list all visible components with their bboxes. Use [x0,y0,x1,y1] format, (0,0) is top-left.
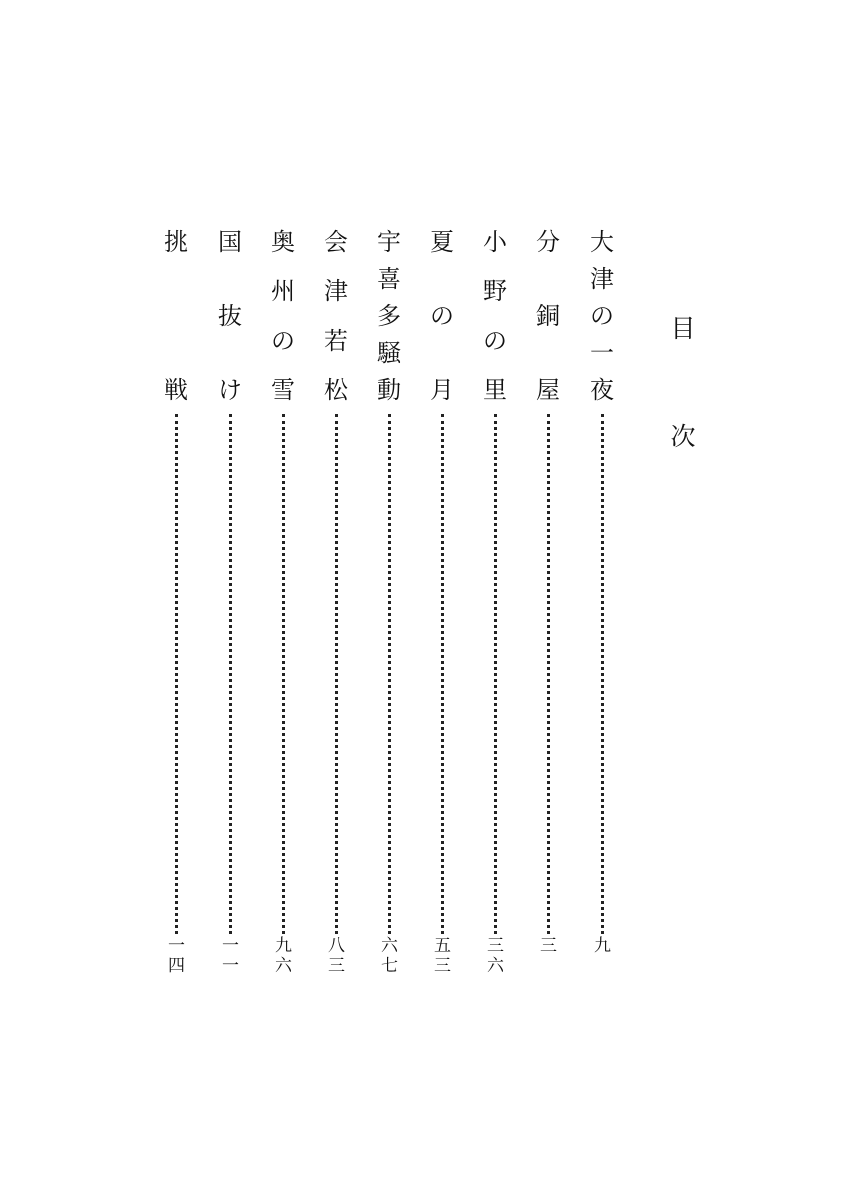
toc-dot-leader [494,414,497,934]
toc-dot-leader [441,414,444,934]
toc-dot-leader [229,414,232,934]
toc-page-number: 五 三 [434,936,450,976]
toc-entry-title: 会 津 若 松 [324,228,348,404]
toc-entry-title: 大 津 の 一 夜 [590,228,614,404]
toc-entry-title: 国 抜 け [218,228,242,404]
toc-entry-title: 宇 喜 多 騒 動 [377,228,401,404]
toc-entry[interactable] [585,228,619,960]
toc-dot-leader [547,414,550,934]
toc-dot-leader [388,414,391,934]
toc-entry[interactable] [478,228,512,976]
toc-entry[interactable] [213,228,247,976]
toc-heading-char-2: 次 [670,422,696,451]
toc-page-number: 三 六 [487,936,503,976]
toc-entry-title: 分 銅 屋 [536,228,560,404]
toc-entry[interactable] [531,228,565,960]
toc-page-number: 八 三 [328,936,344,976]
toc-page-number: 九 [594,936,610,956]
toc-entry-title: 夏 の 月 [430,228,454,404]
toc-page-number: 三 [540,936,556,956]
toc-entry-title: 小 野 の 里 [483,228,507,404]
toc-page-number: 六 七 [381,936,397,976]
toc-page-number: 一 四 [168,936,184,976]
toc-heading-char-1: 目 [670,314,696,343]
toc-entry-title: 奥 州 の 雪 [271,228,295,404]
toc-page-number: 九 六 [275,936,291,976]
toc-entry[interactable] [425,228,459,976]
toc-entry[interactable] [319,228,353,976]
toc-heading [666,316,700,458]
toc-entry[interactable] [266,228,300,976]
toc-entry[interactable] [159,228,193,976]
toc-dot-leader [175,414,178,934]
toc-entry[interactable] [372,228,406,976]
toc-page-number: 一 一 [222,936,238,976]
toc-dot-leader [601,414,604,934]
toc-entry-title: 挑 戦 [164,228,188,404]
toc-dot-leader [282,414,285,934]
toc-dot-leader [335,414,338,934]
